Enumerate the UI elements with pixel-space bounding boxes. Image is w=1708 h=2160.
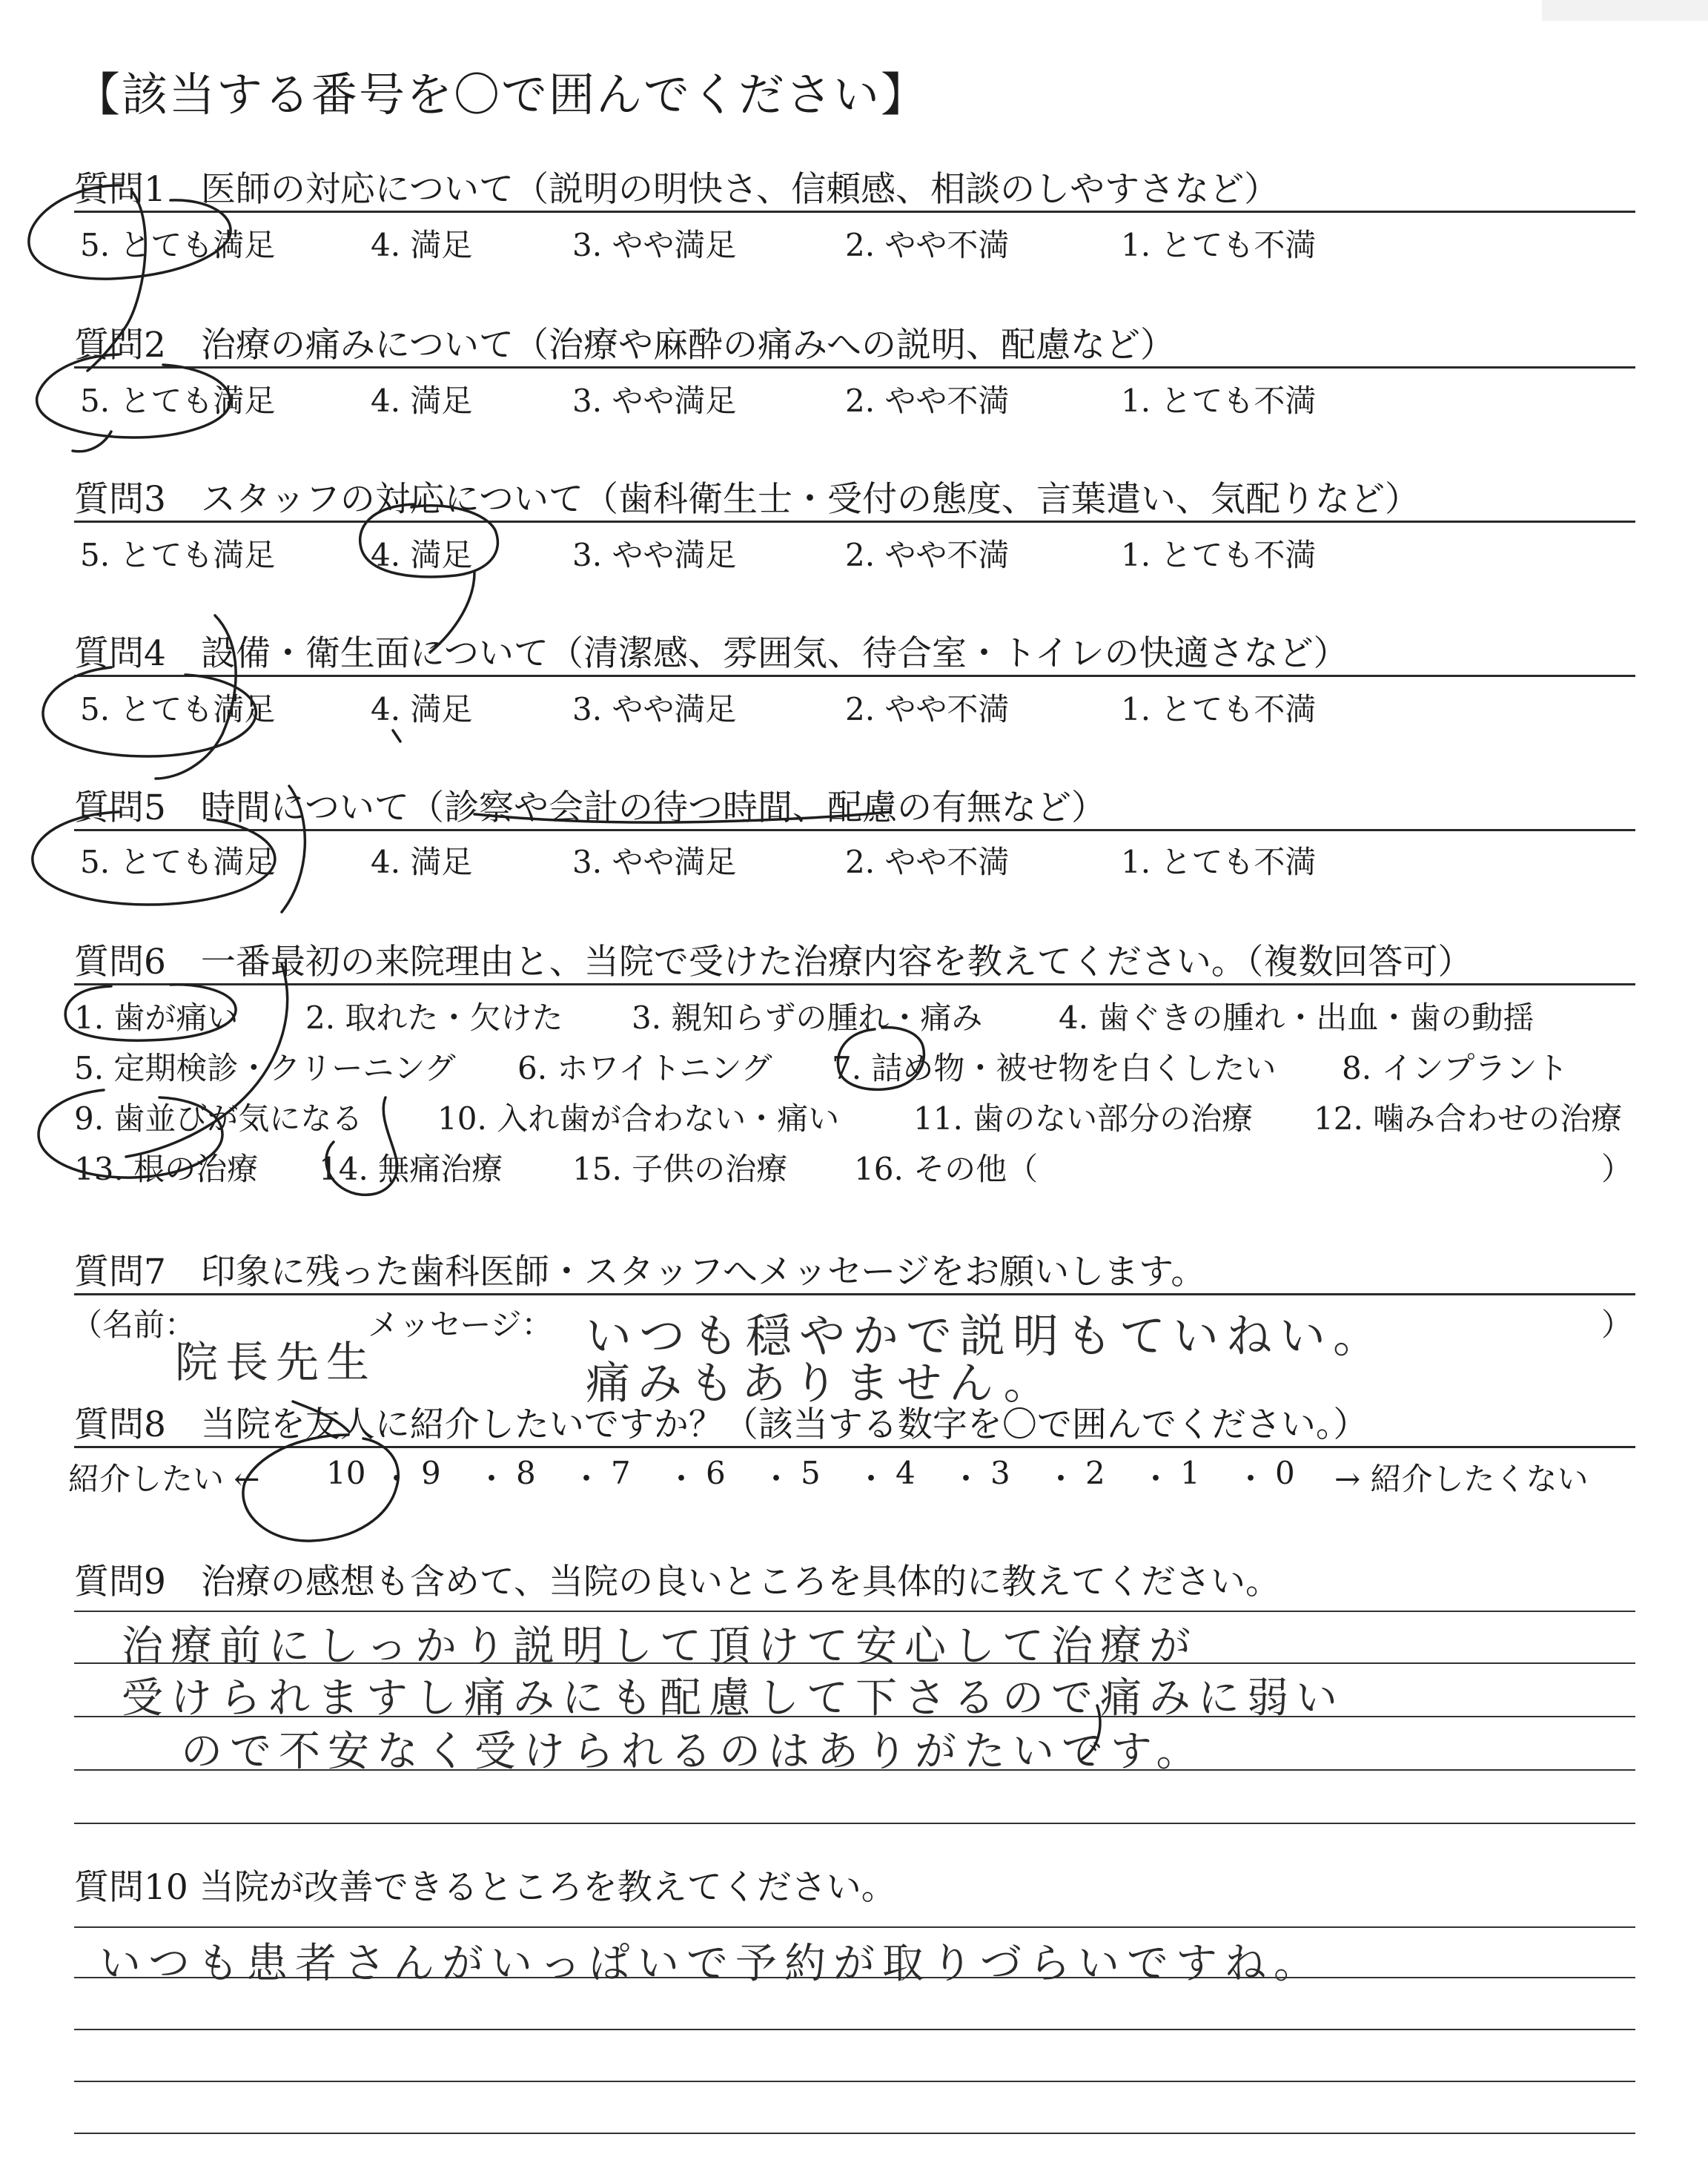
q10-answer-line-1[interactable]: いつも患者さんがいっぱいで予約が取りづらいですね。 bbox=[99, 1940, 1323, 1988]
q7-message-line-2[interactable]: 痛みもありません。 bbox=[586, 1358, 1056, 1410]
q8-scale-9[interactable]: 9 bbox=[421, 1455, 441, 1491]
q2-option-5[interactable]: 5. とても満足 bbox=[80, 383, 276, 419]
q3-option-3[interactable]: 3. やや満足 bbox=[572, 537, 737, 573]
q6-option-15[interactable]: 15. 子供の治療 bbox=[572, 1151, 788, 1187]
q6-option-16[interactable]: 16. その他（ bbox=[854, 1151, 1039, 1187]
q8-selection-circle bbox=[243, 1435, 398, 1541]
q1-selection-circle bbox=[29, 185, 231, 279]
q5-option-3[interactable]: 3. やや満足 bbox=[572, 844, 737, 880]
question-5-title: 質問5 時間について（診察や会計の待つ時間、配慮の有無など） bbox=[74, 787, 1106, 828]
q5-loop-stroke bbox=[282, 786, 305, 912]
q9-answer-line-1[interactable]: 治療前にしっかり説明して頂けて安心して治療が bbox=[122, 1622, 1198, 1671]
q5-underline-stroke bbox=[474, 812, 890, 822]
q8-scale-0[interactable]: 0 bbox=[1275, 1455, 1295, 1491]
q6-option-14[interactable]: 14. 無痛治療 bbox=[319, 1151, 503, 1187]
q7-name-value[interactable]: 院長先生 bbox=[175, 1337, 377, 1387]
q1-option-2[interactable]: 2. やや不満 bbox=[845, 227, 1010, 263]
q4-option-1[interactable]: 1. とても不満 bbox=[1121, 691, 1317, 727]
q6-option-5[interactable]: 5. 定期検診・クリーニング bbox=[74, 1050, 456, 1086]
q4-selection-circle bbox=[43, 667, 256, 756]
question-10-title: 質問10 当院が改善できるところを教えてください。 bbox=[74, 1867, 896, 1908]
q2-selection-circle bbox=[37, 354, 231, 437]
q6-option-1[interactable]: 1. 歯が痛い bbox=[74, 1000, 239, 1036]
q6-option-1-circle bbox=[65, 985, 239, 1040]
q8-scale-4[interactable]: 4 bbox=[896, 1455, 916, 1491]
q3-tail-stroke bbox=[430, 572, 474, 653]
q3-option-1[interactable]: 1. とても不満 bbox=[1121, 537, 1317, 573]
q8-scale-3[interactable]: 3 bbox=[990, 1455, 1010, 1491]
q6-option-7-circle bbox=[838, 1028, 924, 1090]
q3-selection-circle bbox=[360, 504, 498, 577]
question-2-title: 質問2 治療の痛みについて（治療や麻酔の痛みへの説明、配慮など） bbox=[74, 325, 1176, 366]
q8-scale-separator: ・ bbox=[1045, 1461, 1077, 1497]
q4-loop-stroke bbox=[156, 615, 236, 779]
q8-scale-separator: ・ bbox=[1235, 1461, 1267, 1497]
q9-answer-line-2[interactable]: 受けられますし痛みにも配慮して下さるので痛みに弱い bbox=[122, 1674, 1345, 1723]
q8-left-label: 紹介したい ← bbox=[68, 1461, 260, 1497]
q4-option-2[interactable]: 2. やや不満 bbox=[845, 691, 1010, 727]
question-9-title: 質問9 治療の感想も含めて、当院の良いところを具体的に教えてください。 bbox=[74, 1562, 1280, 1602]
question-4-title: 質問4 設備・衛生面について（清潔感、雰囲気、待合室・トイレの快適さなど） bbox=[74, 633, 1348, 674]
q5-option-2[interactable]: 2. やや不満 bbox=[845, 844, 1010, 880]
q6-option-8[interactable]: 8. インプラント bbox=[1342, 1050, 1569, 1086]
q1-option-4[interactable]: 4. 満足 bbox=[371, 227, 473, 263]
q2-option-2[interactable]: 2. やや不満 bbox=[845, 383, 1010, 419]
q6-option-6[interactable]: 6. ホワイトニング bbox=[517, 1050, 772, 1086]
q1-option-5[interactable]: 5. とても満足 bbox=[80, 227, 276, 263]
q8-scale-separator: ・ bbox=[855, 1461, 887, 1497]
question-8-title: 質問8 当院を友人に紹介したいですか？（該当する数字を〇で囲んでください。） bbox=[74, 1404, 1368, 1445]
q8-scale-separator: ・ bbox=[476, 1461, 508, 1497]
q6-option-13[interactable]: 13. 根の治療 bbox=[74, 1151, 259, 1187]
q2-option-3[interactable]: 3. やや満足 bbox=[572, 383, 737, 419]
q6-option-13-loop bbox=[126, 964, 288, 1157]
q8-scale-separator: ・ bbox=[1140, 1461, 1172, 1497]
q7-close-paren: ） bbox=[1601, 1307, 1633, 1343]
q8-scale-2[interactable]: 2 bbox=[1085, 1455, 1105, 1491]
q8-scale-separator: ・ bbox=[666, 1461, 698, 1497]
q6-option-4[interactable]: 4. 歯ぐきの腫れ・出血・歯の動揺 bbox=[1059, 1000, 1535, 1036]
q8-scale-8[interactable]: 8 bbox=[516, 1455, 536, 1491]
q3-option-5[interactable]: 5. とても満足 bbox=[80, 537, 276, 573]
q8-scale-1[interactable]: 1 bbox=[1180, 1455, 1200, 1491]
q8-tail-stroke bbox=[293, 1401, 348, 1431]
q2-option-4[interactable]: 4. 満足 bbox=[371, 383, 473, 419]
question-3-title: 質問3 スタッフの対応について（歯科衛生士・受付の態度、言葉遣い、気配りなど） bbox=[74, 479, 1420, 520]
question-1-title: 質問1 医師の対応について（説明の明快さ、信頼感、相談のしやすさなど） bbox=[74, 169, 1280, 210]
question-7-title: 質問7 印象に残った歯科医師・スタッフへメッセージをお願いします。 bbox=[74, 1252, 1206, 1292]
q3-option-2[interactable]: 2. やや不満 bbox=[845, 537, 1010, 573]
q8-scale-separator: ・ bbox=[761, 1461, 792, 1497]
q4-tick-mark bbox=[393, 730, 400, 742]
q8-scale-separator: ・ bbox=[571, 1461, 603, 1497]
q6-option-9[interactable]: 9. 歯並びが気になる bbox=[74, 1100, 363, 1137]
q5-option-5[interactable]: 5. とても満足 bbox=[80, 844, 276, 880]
q8-scale-separator: ・ bbox=[381, 1461, 413, 1497]
q7-message-line-1[interactable]: いつも穏やかで説明もていねい。 bbox=[586, 1309, 1387, 1363]
q5-selection-circle bbox=[33, 812, 275, 905]
q4-option-5[interactable]: 5. とても満足 bbox=[80, 691, 276, 727]
q6-option-14-circle bbox=[326, 1097, 397, 1195]
q2-option-1[interactable]: 1. とても不満 bbox=[1121, 383, 1317, 419]
q8-scale-separator: ・ bbox=[950, 1461, 982, 1497]
q8-scale-5[interactable]: 5 bbox=[801, 1455, 821, 1491]
page-title: 【該当する番号を〇で囲んでください】 bbox=[74, 67, 929, 122]
q4-option-3[interactable]: 3. やや満足 bbox=[572, 691, 737, 727]
q5-option-4[interactable]: 4. 満足 bbox=[371, 844, 473, 880]
q1-option-1[interactable]: 1. とても不満 bbox=[1121, 227, 1317, 263]
q8-scale-10[interactable]: 10 bbox=[326, 1455, 366, 1491]
q8-scale-6[interactable]: 6 bbox=[706, 1455, 726, 1491]
q8-right-label: → 紹介したくない bbox=[1334, 1461, 1589, 1497]
q9-answer-line-3[interactable]: ので不安なく受けられるのはありがたいです。 bbox=[181, 1728, 1205, 1776]
q7-message-label: メッセージ： bbox=[368, 1307, 553, 1343]
q4-option-4[interactable]: 4. 満足 bbox=[371, 691, 473, 727]
q9-trailing-stroke bbox=[1082, 1705, 1100, 1759]
q1-q2-connector-stroke bbox=[87, 191, 145, 371]
q1-option-3[interactable]: 3. やや満足 bbox=[572, 227, 737, 263]
q6-option-3[interactable]: 3. 親知らずの腫れ・痛み bbox=[632, 1000, 983, 1036]
q6-other-close: ） bbox=[1601, 1151, 1633, 1187]
q6-option-2[interactable]: 2. 取れた・欠けた bbox=[305, 1000, 563, 1036]
q6-option-7[interactable]: 7. 詰め物・被せ物を白くしたい bbox=[832, 1050, 1277, 1086]
q6-option-11[interactable]: 11. 歯のない部分の治療 bbox=[913, 1100, 1254, 1137]
question-6-title: 質問6 一番最初の来院理由と、当院で受けた治療内容を教えてください。（複数回答可） bbox=[74, 942, 1473, 982]
q6-option-12[interactable]: 12. 噛み合わせの治療 bbox=[1314, 1100, 1623, 1137]
q7-name-label: （名前： bbox=[71, 1307, 196, 1343]
q5-option-1[interactable]: 1. とても不満 bbox=[1121, 844, 1317, 880]
q3-option-4[interactable]: 4. 満足 bbox=[371, 537, 473, 573]
q6-option-10[interactable]: 10. 入れ歯が合わない・痛い bbox=[437, 1100, 840, 1137]
q8-scale-7[interactable]: 7 bbox=[611, 1455, 631, 1491]
